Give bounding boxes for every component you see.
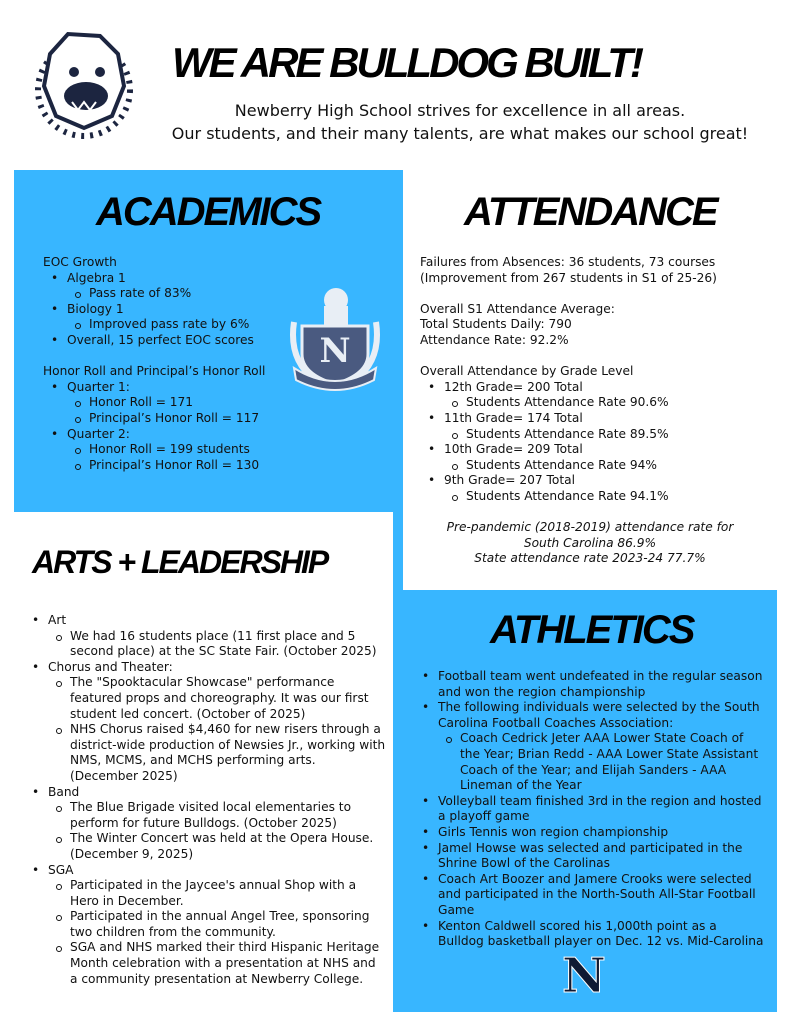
grade-rate: Students Attendance Rate 89.5% (444, 427, 770, 443)
attendance-rate: Attendance Rate: 92.2% (420, 332, 569, 347)
list-item: • Algebra 1 Pass rate of 83% (43, 271, 303, 302)
list-item: We had 16 students place (11 first place and 5 second place) at the SC State Fair. (October 2025) (48, 629, 386, 660)
arts-list (24, 613, 386, 987)
grade-rate: Students Attendance Rate 94.1% (444, 489, 770, 505)
grade-heading: Overall Attendance by Grade Level (420, 364, 634, 379)
bulldog-logo-icon (28, 24, 140, 148)
list-item: Honor Roll = 199 students (67, 442, 303, 458)
n-logo-icon: N (562, 948, 606, 1004)
eoc-heading: EOC Growth (43, 255, 117, 269)
list-item: Honor Roll = 171 (67, 395, 303, 411)
list-item: SGA and NHS marked their third Hispanic Heritage Month celebration with a presentation at NHS and a community presentation at Newberry College. (48, 940, 386, 987)
daily-total: Total Students Daily: 790 (420, 317, 572, 332)
list-item: Principal’s Honor Roll = 130 (67, 458, 303, 474)
subtitle-line-2: Our students, and their many talents, are what makes our school great! (171, 124, 749, 143)
grade-item: • 11th Grade= 174 Total Students Attendance Rate 89.5% (420, 411, 770, 442)
list-item: Participated in the Jaycee's annual Shop with a Hero in December. (48, 878, 386, 909)
list-item: • The following individuals were selected by the South Carolina Football Coaches Association: Coach Cedrick Jeter AAA Lower State Coach of the Year; Brian Redd - AAA Lower State Assistant Coach of the Year; and Elijah Sanders - AAA Lineman of the Year (414, 700, 764, 794)
list-item: Coach Cedrick Jeter AAA Lower State Coach of the Year; Brian Redd - AAA Lower State Assistant Coach of the Year; and Elijah Sanders - AAA Lineman of the Year (438, 731, 764, 793)
arts-content (24, 613, 386, 987)
grade-item: • 9th Grade= 207 Total Students Attendance Rate 94.1% (420, 473, 770, 504)
grade-item: • 12th Grade= 200 Total Students Attendance Rate 90.6% (420, 380, 770, 411)
attendance-title: ATTENDANCE (464, 190, 717, 234)
list-item: NHS Chorus raised $4,460 for new risers through a district-wide production of Newsies Jr., working with NMS, MCMS, and MCHS performing arts. (December 2025) (48, 722, 386, 784)
honor-heading: Honor Roll and Principal’s Honor Roll (43, 364, 266, 379)
subtitle-line-1: Newberry High School strives for excellence in all areas. (234, 101, 686, 120)
list-item (24, 863, 386, 988)
athletics-title: ATHLETICS (490, 608, 694, 652)
list-item: The Winter Concert was held at the Opera House. (December 9, 2025) (48, 831, 386, 862)
note-line: Pre-pandemic (2018-2019) attendance rate for (446, 520, 734, 535)
list-item: • Kenton Caldwell scored his 1,000th point as a Bulldog basketball player on Dec. 12 vs. Mid-Carolina (414, 919, 764, 950)
academics-content (43, 255, 303, 473)
list-item-label: Art (48, 613, 67, 627)
list-item: Principal’s Honor Roll = 117 (67, 411, 303, 427)
grade-rate: Students Attendance Rate 94% (444, 458, 770, 474)
athletics-content (414, 669, 764, 950)
note-line: State attendance rate 2023-24 77.7% (474, 551, 706, 566)
grade-item: • 10th Grade= 209 Total Students Attendance Rate 94% (420, 442, 770, 473)
list-item (24, 785, 386, 863)
list-item-label: SGA (48, 862, 74, 877)
list-item: • Volleyball team finished 3rd in the region and hosted a playoff game (414, 794, 764, 825)
note-line: South Carolina 86.9% (523, 535, 657, 550)
page-title: WE ARE BULLDOG BUILT! (172, 39, 641, 86)
list-item: • Girls Tennis won region championship (414, 825, 764, 841)
list-item: • Football team went undefeated in the regular season and won the region championship (414, 669, 764, 700)
list-item: Participated in the annual Angel Tree, sponsoring two children from the community. (48, 909, 386, 940)
list-item (24, 613, 386, 660)
failures-text: Failures from Absences: 36 students, 73 courses (420, 255, 716, 269)
newberry-crest-icon (288, 282, 382, 394)
list-item: Pass rate of 83% (67, 286, 303, 302)
avg-heading: Overall S1 Attendance Average: (420, 301, 615, 316)
academics-title: ACADEMICS (96, 190, 321, 234)
improvement-text: (Improvement from 267 students in S1 of 25-26) (420, 270, 717, 285)
attendance-content (420, 255, 770, 567)
list-item: • Biology 1 Improved pass rate by 6% (43, 302, 303, 333)
list-item-label: Band (48, 784, 80, 799)
list-item: • Jamel Howse was selected and participated in the Shrine Bowl of the Carolinas (414, 841, 764, 872)
list-item: • Coach Art Boozer and Jamere Crooks were selected and participated in the North-South All-Star Football Game (414, 872, 764, 919)
svg-text:N: N (319, 331, 351, 371)
list-item: • Overall, 15 perfect EOC scores (43, 333, 303, 349)
arts-title: ARTS + LEADERSHIP (32, 544, 328, 580)
list-item: The "Spooktacular Showcase" performance featured props and choreography. It was our first student led concert. (October of 2025) (48, 675, 386, 722)
list-item: • Quarter 2: Honor Roll = 199 students Principal’s Honor Roll = 130 (43, 427, 303, 474)
list-item: • Quarter 1: Honor Roll = 171 Principal’s Honor Roll = 117 (43, 380, 303, 427)
list-item: The Blue Brigade visited local elementaries to perform for future Bulldogs. (October 2025) (48, 800, 386, 831)
list-item-label: Chorus and Theater: (48, 659, 173, 674)
list-item: Improved pass rate by 6% (67, 317, 303, 333)
list-item (24, 660, 386, 785)
grade-rate: Students Attendance Rate 90.6% (444, 395, 770, 411)
